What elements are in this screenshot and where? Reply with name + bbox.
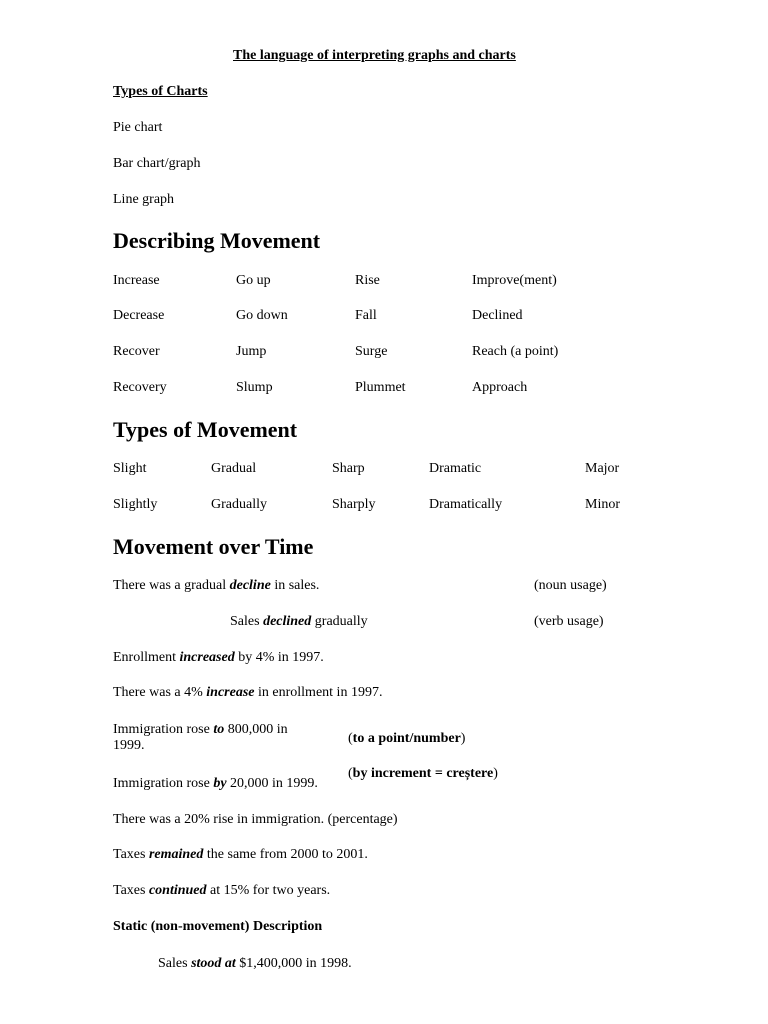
movement-type-word: Dramatic [429,461,482,476]
example-sentence: There was a 20% rise in immigration. (percentage) [113,812,398,827]
movement-over-time-heading: Movement over Time [113,534,314,559]
types-of-movement-heading: Types of Movement [113,417,298,442]
movement-word: Recover [113,344,160,359]
example-sentence: There was a 4% increase in enrollment in 1997. [113,685,383,700]
usage-note: (to a point/number) [348,731,466,746]
movement-word: Go up [236,273,271,288]
movement-type-word: Sharply [332,497,376,512]
example-sentence: There was a gradual decline in sales. [113,578,320,593]
example-sentence: Enrollment increased by 4% in 1997. [113,650,324,665]
usage-note: (by increment = creștere) [348,766,498,781]
movement-word: Rise [355,273,380,288]
example-sentence: Sales declined gradually [230,614,368,629]
describing-movement-heading: Describing Movement [113,228,321,253]
types-of-charts-heading: Types of Charts [113,84,208,99]
example-sentence: Sales stood at $1,400,000 in 1998. [158,956,352,971]
movement-word: Jump [236,344,267,359]
movement-word: Go down [236,308,288,323]
movement-word: Reach (a point) [472,344,559,359]
movement-type-word: Minor [585,497,620,512]
movement-type-word: Gradual [211,461,257,476]
movement-word: Approach [472,380,528,395]
movement-word: Declined [472,308,523,323]
movement-type-word: Slight [113,461,147,476]
example-sentence: Immigration rose by 20,000 in 1999. [113,776,318,791]
movement-word: Surge [355,344,388,359]
movement-type-word: Gradually [211,497,267,512]
example-sentence: Taxes continued at 15% for two years. [113,883,331,898]
movement-type-word: Major [585,461,620,476]
movement-word: Recovery [113,380,167,395]
chart-type-item: Bar chart/graph [113,156,201,171]
example-sentence: Taxes remained the same from 2000 to 2001. [113,847,368,862]
usage-note: (verb usage) [534,614,604,629]
movement-type-word: Slightly [113,497,158,512]
movement-type-word: Sharp [332,461,365,476]
static-description-heading: Static (non-movement) Description [113,919,323,934]
movement-word: Decrease [113,308,165,323]
movement-word: Slump [236,380,273,395]
movement-type-word: Dramatically [429,497,503,512]
chart-type-item: Line graph [113,192,175,207]
movement-word: Improve(ment) [472,273,557,288]
movement-word: Plummet [355,380,406,395]
movement-word: Increase [113,273,160,288]
usage-note: (noun usage) [534,578,607,593]
chart-type-item: Pie chart [113,120,163,135]
example-sentence: Immigration rose to 800,000 in 1999. [113,722,288,754]
page-title: The language of interpreting graphs and charts [233,48,516,63]
movement-word: Fall [355,308,377,323]
